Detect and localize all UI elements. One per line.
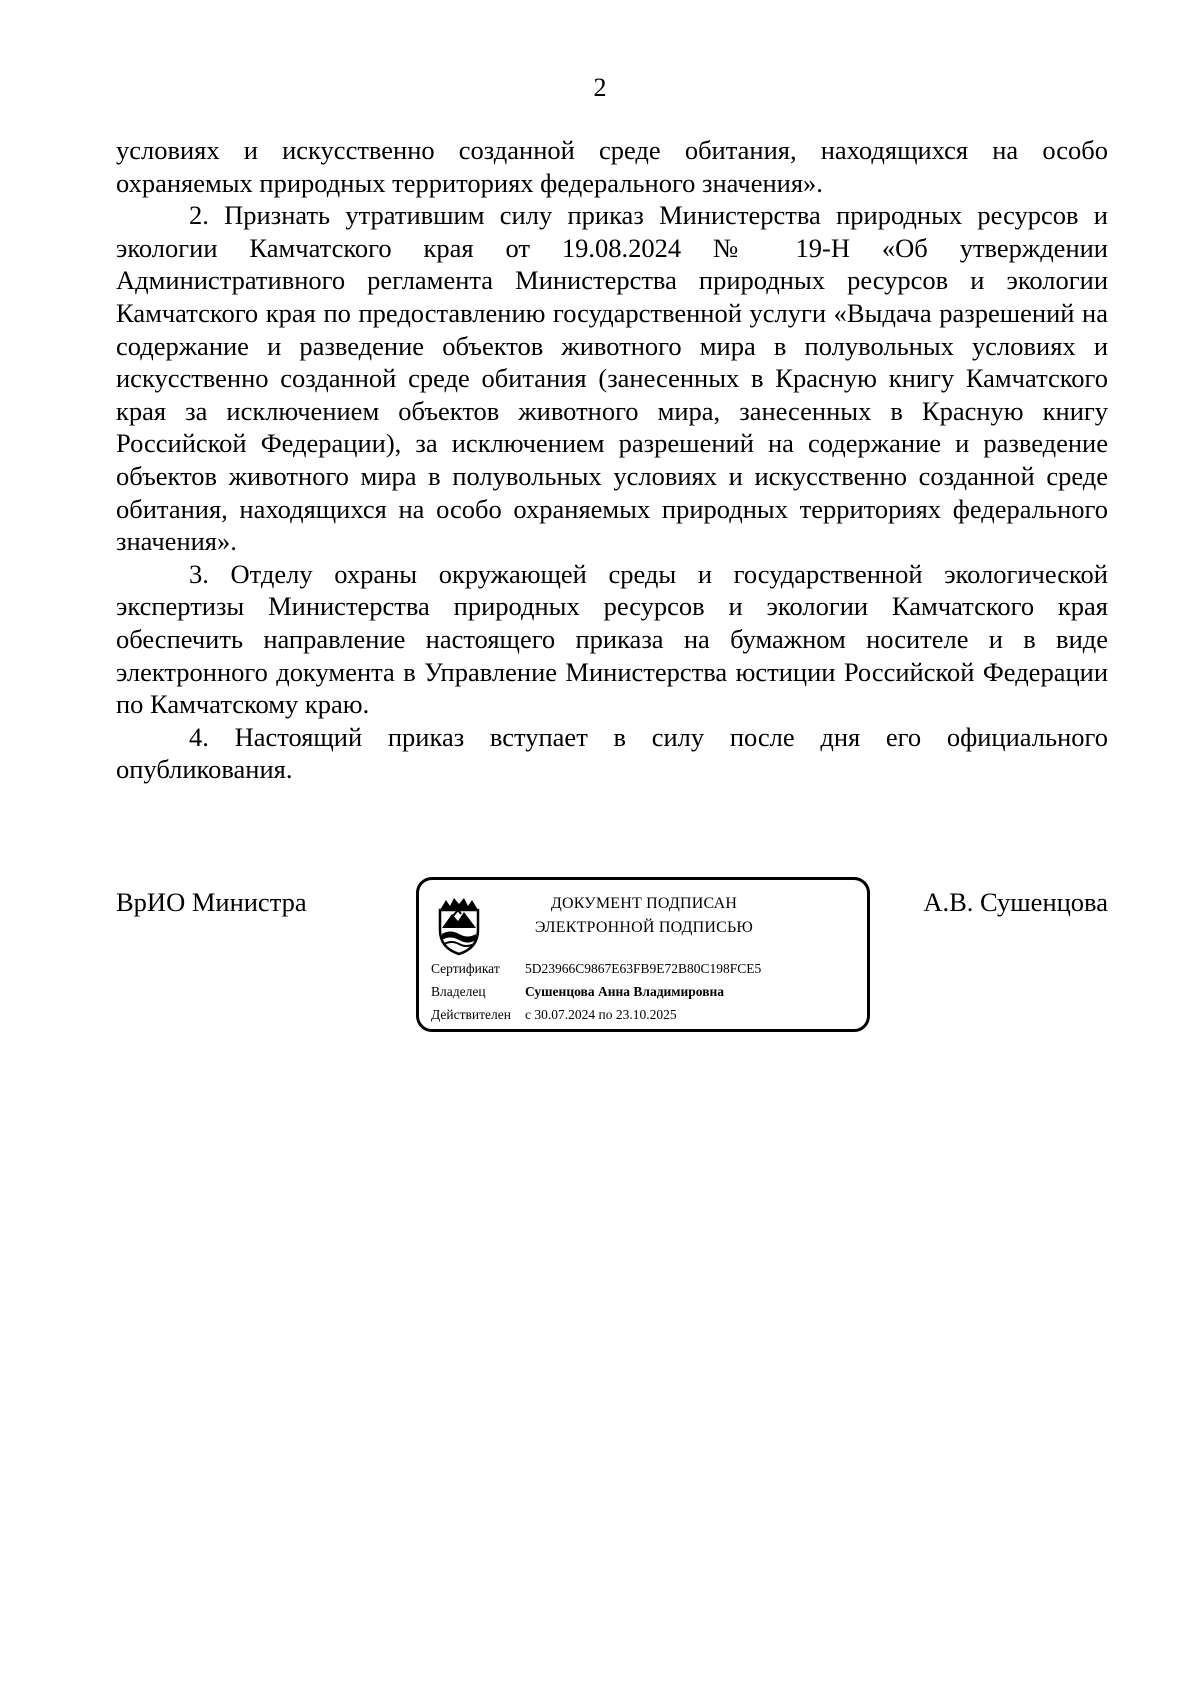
owner-label: Владелец [431, 984, 486, 999]
stamp-header-line-1: ДОКУМЕНТ ПОДПИСАН [550, 895, 738, 912]
paragraph-item-4: 4. Настоящий приказ вступает в силу после дня его официального опубликования. [116, 721, 1108, 785]
stamp-validity-row [431, 1006, 677, 1024]
stamp-header [499, 892, 789, 940]
stamp-owner-row [431, 983, 724, 1001]
signatory-name: А.В. Сушенцова [923, 887, 1108, 917]
certificate-value: 5D23966C9867E63FB9E72B80C198FCE5 [525, 961, 762, 976]
paragraph-continuation: условиях и искусственно созданной среде обитания, находящихся на особо охраняемых природных территориях федерального значения». [116, 135, 1108, 198]
stamp-certificate-row [431, 960, 761, 978]
stamp-header-line-2: ЭЛЕКТРОННОЙ ПОДПИСЬЮ [534, 919, 754, 936]
kamchatka-coat-of-arms-icon [432, 892, 486, 956]
page-number: 2 [593, 73, 607, 102]
signatory-title: ВрИО Министра [116, 887, 307, 917]
owner-value: Сушенцова Анна Владимировна [525, 984, 725, 999]
certificate-label: Сертификат [431, 961, 500, 976]
valid-value: с 30.07.2024 по 23.10.2025 [525, 1007, 677, 1022]
valid-label: Действителен [431, 1007, 511, 1022]
paragraph-item-2: 2. Признать утратившим силу приказ Министерства природных ресурсов и экологии Камчатского края от 19.08.2024 № 19-Н «Об утверждении Административного регламента Министерства природных ресурсов и экологии Камчатского края по предоставлению государственной услуги «Выдача разрешений на содержание и разведение объектов животного мира в полувольных условиях и искусственно созданной среде обитания (занесенных в Красную книгу Камчатского края за исключением объектов животного мира, занесенных в Красную книгу Российской Федерации), за исключением разрешений на содержание и разведение объектов животного мира в полувольных условиях и искусственно созданной среде обитания, находящихся на особо охраняемых природных территориях федерального значения». [116, 200, 1108, 557]
paragraph-item-3: 3. Отделу охраны окружающей среды и государственной экологической экспертизы Министерства природных ресурсов и экологии Камчатского края обеспечить направление настоящего приказа на бумажном носителе и в виде электронного документа в Управление Министерства юстиции Российской Федерации по Камчатскому краю. [116, 558, 1108, 720]
document-body [116, 134, 1108, 786]
electronic-signature-stamp [416, 877, 870, 1032]
